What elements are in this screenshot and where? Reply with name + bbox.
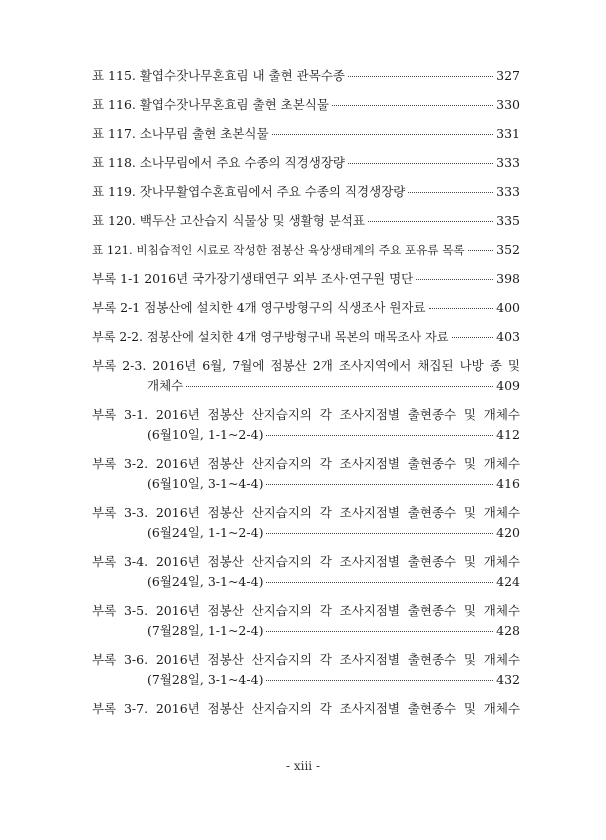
toc-entry-label-cont: (7월28일, 3-1~4-4) bbox=[147, 672, 264, 687]
toc-entry[interactable] bbox=[92, 327, 520, 347]
toc-entry-label: 부록 3-5. 2016년 점봉산 산지습지의 각 조사지점별 출현종수 및 개체수 bbox=[92, 603, 520, 618]
leader-dots bbox=[408, 192, 493, 193]
leader-dots bbox=[368, 221, 493, 222]
toc-entry-page: 428 bbox=[496, 623, 520, 638]
toc-entry-label: 표 120. 백두산 고산습지 식물상 및 생활형 분석표 bbox=[92, 213, 365, 228]
toc-entry-page: 352 bbox=[496, 242, 520, 257]
toc-entry-line2 bbox=[92, 572, 520, 592]
page-number: - xiii - bbox=[285, 759, 321, 773]
leader-dots bbox=[429, 308, 494, 309]
toc-entry-line1 bbox=[92, 454, 520, 474]
toc-entry-label: 표 117. 소나무림 출현 초본식물 bbox=[92, 126, 269, 141]
toc-entry-page: 409 bbox=[496, 378, 520, 393]
toc-entry[interactable] bbox=[92, 454, 520, 494]
toc-entry-label-cont: (6월10일, 3-1~4-4) bbox=[147, 476, 264, 491]
toc-entry-label: 부록 2-3. 2016년 6월, 7월에 점봉산 2개 조사지역에서 채집된 나방 종 및 bbox=[92, 358, 520, 373]
toc-entry[interactable] bbox=[92, 211, 520, 231]
toc-entry-line1 bbox=[92, 650, 520, 670]
toc-entry[interactable] bbox=[92, 356, 520, 396]
leader-dots bbox=[266, 533, 493, 534]
toc-entry-line2 bbox=[92, 621, 520, 641]
toc-entry[interactable] bbox=[92, 503, 520, 543]
leader-dots bbox=[452, 337, 494, 338]
leader-dots bbox=[348, 163, 493, 164]
toc-entry-line2 bbox=[92, 523, 520, 543]
toc-entry-line1 bbox=[92, 601, 520, 621]
leader-dots bbox=[416, 279, 493, 280]
toc-entry-label: 표 119. 잣나무활엽수혼효림에서 주요 수종의 직경생장량 bbox=[92, 184, 406, 199]
toc-entry-label-cont: (7월28일, 1-1~2-4) bbox=[147, 623, 264, 638]
toc-entry-page: 335 bbox=[496, 213, 520, 228]
toc-entry-label-cont: (6월10일, 1-1~2-4) bbox=[147, 427, 264, 442]
leader-dots bbox=[332, 105, 493, 106]
toc-entry-page: 400 bbox=[496, 300, 520, 315]
toc-entry[interactable] bbox=[92, 95, 520, 115]
toc-entry-label: 부록 3-7. 2016년 점봉산 산지습지의 각 조사지점별 출현종수 및 개체수 bbox=[92, 701, 520, 716]
toc-entry-page: 416 bbox=[496, 476, 520, 491]
toc-entry-label-cont: (6월24일, 1-1~2-4) bbox=[147, 525, 264, 540]
toc-entry-page: 420 bbox=[496, 525, 520, 540]
toc-entry-label: 부록 2-1 점봉산에 설치한 4개 영구방형구의 식생조사 원자료 bbox=[92, 300, 426, 315]
toc-entry[interactable] bbox=[92, 601, 520, 641]
toc-entry-label: 부록 2-2. 점봉산에 설치한 4개 영구방형구내 목본의 매목조사 자료 bbox=[92, 330, 449, 344]
toc-entry-page: 333 bbox=[496, 155, 520, 170]
toc-entry-label: 부록 1-1 2016년 국가장기생태연구 외부 조사·연구원 명단 bbox=[92, 271, 414, 286]
toc-entry-line1 bbox=[92, 356, 520, 376]
toc-entry-label-cont: (6월24일, 3-1~4-4) bbox=[147, 574, 264, 589]
toc-entry[interactable] bbox=[92, 269, 520, 289]
toc-entry[interactable] bbox=[92, 124, 520, 144]
toc-entry-line1 bbox=[92, 552, 520, 572]
toc-entry-label: 표 115. 활엽수잣나무혼효림 내 출현 관목수종 bbox=[92, 68, 345, 83]
toc-entry-page: 412 bbox=[496, 427, 520, 442]
toc-entry-label: 부록 3-1. 2016년 점봉산 산지습지의 각 조사지점별 출현종수 및 개체수 bbox=[92, 407, 520, 422]
toc-entry-label: 부록 3-6. 2016년 점봉산 산지습지의 각 조사지점별 출현종수 및 개체수 bbox=[92, 652, 520, 667]
toc-entry[interactable] bbox=[92, 699, 520, 719]
toc-entry[interactable] bbox=[92, 240, 520, 260]
leader-dots bbox=[266, 484, 493, 485]
toc-entry-page: 403 bbox=[496, 329, 520, 344]
toc-entry-label: 부록 3-2. 2016년 점봉산 산지습지의 각 조사지점별 출현종수 및 개체수 bbox=[92, 456, 520, 471]
toc-entry-label: 표 118. 소나무림에서 주요 수종의 직경생장량 bbox=[92, 155, 345, 170]
toc-entry[interactable] bbox=[92, 66, 520, 86]
leader-dots bbox=[468, 250, 494, 251]
toc-entry-label: 부록 3-4. 2016년 점봉산 산지습지의 각 조사지점별 출현종수 및 개체수 bbox=[92, 554, 520, 569]
toc-entry-line1 bbox=[92, 699, 520, 719]
toc-entry-line2 bbox=[92, 474, 520, 494]
toc-entry-line2 bbox=[92, 425, 520, 445]
toc-entry-line2 bbox=[92, 670, 520, 690]
toc-entry-line1 bbox=[92, 503, 520, 523]
leader-dots bbox=[266, 631, 493, 632]
toc-entry-label: 표 121. 비침습적인 시료로 작성한 점봉산 육상생태계의 주요 포유류 목록 bbox=[92, 243, 465, 257]
toc-entry-page: 424 bbox=[496, 574, 520, 589]
toc-entry-page: 327 bbox=[496, 68, 520, 83]
toc-entry-label: 표 116. 활엽수잣나무혼효림 출현 초본식물 bbox=[92, 97, 329, 112]
toc-entry-label-cont: 개체수 bbox=[147, 378, 184, 393]
table-of-contents bbox=[92, 66, 520, 719]
toc-entry[interactable] bbox=[92, 153, 520, 173]
toc-entry[interactable] bbox=[92, 405, 520, 445]
toc-entry-page: 330 bbox=[496, 97, 520, 112]
toc-entry-page: 333 bbox=[496, 184, 520, 199]
leader-dots bbox=[266, 680, 493, 681]
toc-entry-page: 432 bbox=[496, 672, 520, 687]
toc-entry-page: 398 bbox=[496, 271, 520, 286]
toc-entry[interactable] bbox=[92, 552, 520, 592]
leader-dots bbox=[266, 582, 493, 583]
leader-dots bbox=[272, 134, 494, 135]
leader-dots bbox=[266, 435, 493, 436]
toc-entry-label: 부록 3-3. 2016년 점봉산 산지습지의 각 조사지점별 출현종수 및 개체수 bbox=[92, 505, 520, 520]
toc-entry-line2 bbox=[92, 376, 520, 396]
toc-entry[interactable] bbox=[92, 182, 520, 202]
toc-entry-page: 331 bbox=[496, 126, 520, 141]
leader-dots bbox=[348, 76, 493, 77]
leader-dots bbox=[186, 386, 493, 387]
toc-entry[interactable] bbox=[92, 650, 520, 690]
toc-entry-line1 bbox=[92, 405, 520, 425]
toc-entry[interactable] bbox=[92, 298, 520, 318]
